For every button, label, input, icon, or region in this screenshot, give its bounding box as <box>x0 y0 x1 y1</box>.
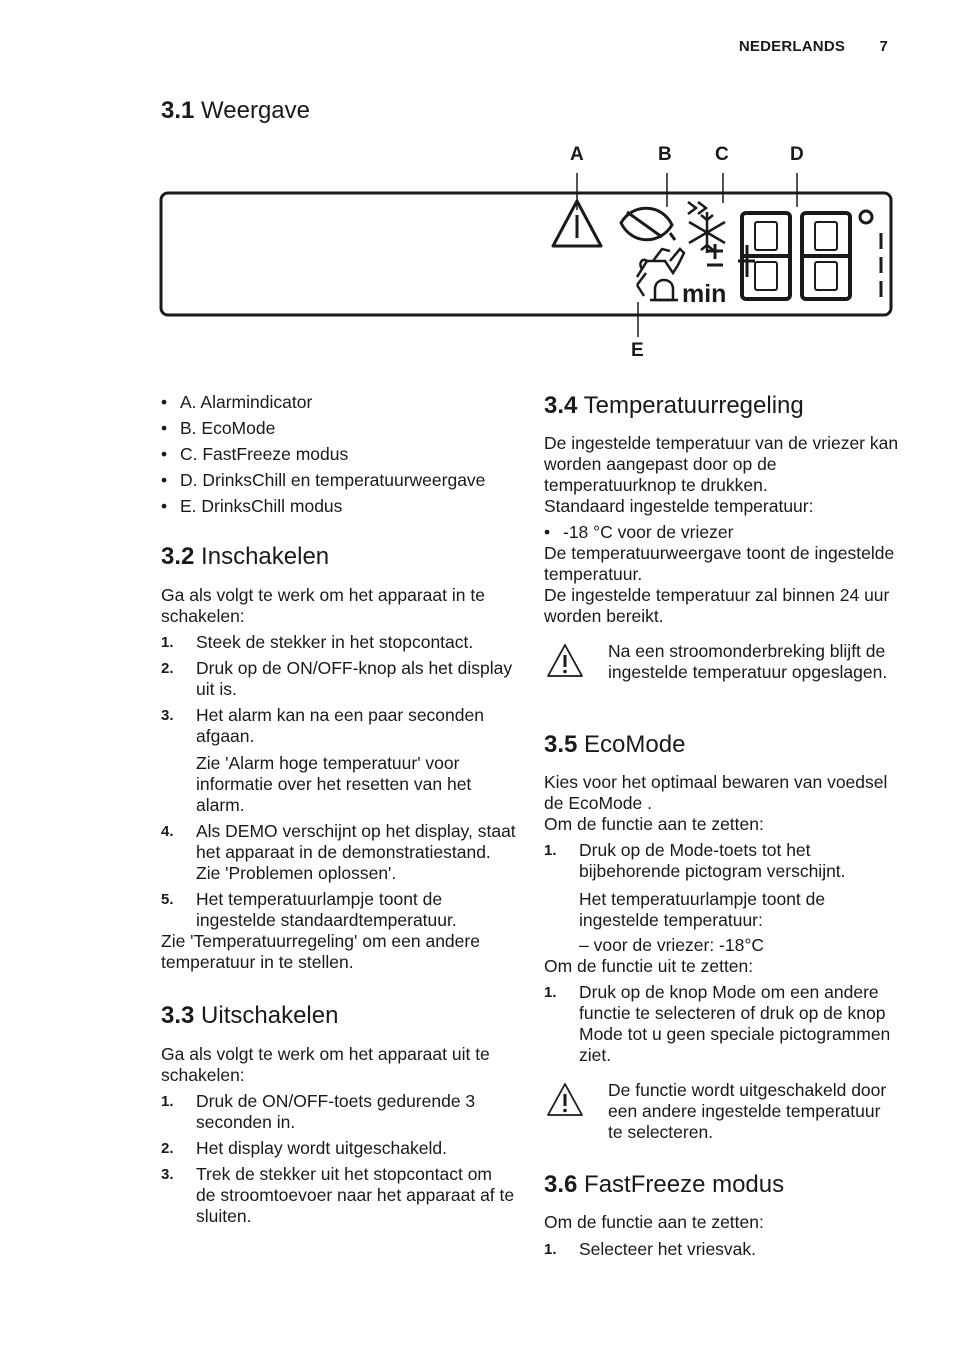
section-title: Uitschakelen <box>201 1002 339 1029</box>
section-number: 3.3 <box>161 1002 195 1029</box>
step-text: Als DEMO verschijnt op het display, staat het apparaat in de demonstratiestand. Zie 'Problemen oplossen'. <box>196 821 516 883</box>
step-number: 4. <box>161 823 174 840</box>
section-title: EcoMode <box>584 731 686 758</box>
list-item: • E. DrinksChill modus <box>161 493 516 519</box>
steps-list <box>161 632 516 747</box>
steps-list <box>161 1091 516 1227</box>
paragraph: Om de functie aan te zetten: <box>544 814 764 834</box>
outro-text: Zie 'Temperatuurregeling' om een andere temperatuur in te stellen. <box>161 931 480 972</box>
section-3-1-heading <box>161 97 310 125</box>
section-title: Temperatuurregeling <box>583 392 804 419</box>
step-item <box>161 821 516 884</box>
header-language: NEDERLANDS <box>738 38 846 55</box>
steps-list <box>544 1239 899 1260</box>
paragraph: De ingestelde temperatuur zal binnen 24 uur worden bereikt. <box>544 585 890 626</box>
list-item: • D. DrinksChill en temperatuurweergave <box>161 467 516 493</box>
eco-leaf-icon <box>621 208 675 240</box>
paragraph: Om de functie uit te zetten: <box>544 956 754 976</box>
step-text: Het display wordt uitgeschakeld. <box>196 1138 447 1158</box>
step-number: 1. <box>161 634 174 651</box>
section-3-3-body <box>161 1044 516 1232</box>
section-title: FastFreeze modus <box>584 1171 785 1198</box>
step-number: 1. <box>544 842 557 859</box>
intro-text: Ga als volgt te werk om het apparaat in te schakelen: <box>161 585 485 626</box>
warning-triangle-icon <box>546 643 584 679</box>
steps-list <box>161 821 516 931</box>
paragraph: De ingestelde temperatuur van de vriezer kan worden aangepast door op de temperatuurknop te drukken. <box>544 433 899 495</box>
step-text: Druk op de Mode-toets tot het bijbehorende pictogram verschijnt. <box>579 840 846 881</box>
section-number: 3.2 <box>161 543 195 570</box>
label-c: C <box>715 144 729 165</box>
step-number: 2. <box>161 1140 174 1157</box>
step-text: Het alarm kan na een paar seconden afgaan. <box>196 705 484 746</box>
label-e: E <box>631 340 644 361</box>
step-note: Zie 'Alarm hoge temperatuur' voor informatie over het resetten van het alarm. <box>196 753 472 815</box>
step-number: 1. <box>161 1093 174 1110</box>
section-number: 3.4 <box>544 392 578 419</box>
section-number: 3.6 <box>544 1171 578 1198</box>
step-item <box>161 632 516 653</box>
step-item <box>161 1164 516 1227</box>
section-3-4-heading <box>544 392 804 420</box>
section-3-2-heading <box>161 543 329 571</box>
step-item <box>161 658 516 700</box>
step-item <box>161 705 516 747</box>
step-text: Selecteer het vriesvak. <box>579 1239 757 1259</box>
step-item <box>544 1239 899 1260</box>
step-item <box>161 1138 516 1159</box>
intro-text: Ga als volgt te werk om het apparaat uit te schakelen: <box>161 1044 490 1085</box>
paragraph: Standaard ingestelde temperatuur: <box>544 496 814 516</box>
section-title: Weergave <box>201 97 310 124</box>
steps-list <box>544 982 899 1066</box>
drinkschill-bottle-icon <box>637 249 684 277</box>
step-number: 5. <box>161 891 174 908</box>
list-item: • A. Alarmindicator <box>161 389 516 415</box>
step-item <box>161 1091 516 1133</box>
step-text: Steek de stekker in het stopcontact. <box>196 632 474 652</box>
warning-note <box>544 1080 899 1143</box>
step-number: 3. <box>161 1166 174 1183</box>
step-number: 1. <box>544 984 557 1001</box>
paragraph: De temperatuurweergave toont de ingestelde temperatuur. <box>544 543 895 584</box>
step-item <box>544 982 899 1066</box>
step-item <box>161 889 516 931</box>
bullet-item <box>544 522 899 543</box>
step-text: Druk de ON/OFF-toets gedurende 3 seconden in. <box>196 1091 476 1132</box>
degree-icon <box>860 211 872 223</box>
display-panel <box>150 165 910 345</box>
temperature-digits <box>742 213 850 299</box>
step-text: Het temperatuurlampje toont de ingestelde standaardtemperatuur. <box>196 889 457 930</box>
section-3-3-heading <box>161 1002 338 1030</box>
step-text: Druk op de ON/OFF-knop als het display uit is. <box>196 658 513 699</box>
list-item: • C. FastFreeze modus <box>161 441 516 467</box>
section-3-6-body <box>544 1212 899 1265</box>
warning-triangle-icon <box>546 1082 584 1118</box>
section-3-4-body <box>544 433 899 683</box>
section-3-6-heading <box>544 1171 784 1199</box>
section-3-2-body <box>161 585 516 973</box>
bullet-dot: • <box>544 522 551 542</box>
section-number: 3.1 <box>161 97 195 124</box>
bullet-text: -18 °C voor de vriezer <box>563 522 734 542</box>
steps-list <box>544 840 899 882</box>
label-b: B <box>658 144 672 165</box>
section-3-5-body <box>544 772 899 1143</box>
dash-item: – voor de vriezer: -18°C <box>579 935 764 955</box>
section-number: 3.5 <box>544 731 578 758</box>
list-item: • B. EcoMode <box>161 415 516 441</box>
fastfreeze-snowflake-icon <box>688 202 725 253</box>
warning-text: Na een stroomonderbreking blijft de ingestelde temperatuur opgeslagen. <box>608 641 888 682</box>
warning-note <box>544 641 899 683</box>
step-note: Het temperatuurlampje toont de ingestelde temperatuur: <box>579 889 826 930</box>
page-header <box>739 38 888 55</box>
step-text: Trek de stekker uit het stopcontact om de stroomtoevoer naar het apparaat af te sluiten. <box>196 1164 515 1226</box>
drinkschill-bell-icon <box>637 273 678 300</box>
step-number: 1. <box>544 1241 557 1258</box>
warning-text: De functie wordt uitgeschakeld door een andere ingestelde temperatuur te selecteren. <box>608 1080 887 1142</box>
page-number: 7 <box>879 38 888 55</box>
min-text: min <box>682 280 727 308</box>
paragraph: Kies voor het optimaal bewaren van voedsel de EcoMode . <box>544 772 888 813</box>
label-a: A <box>570 144 584 165</box>
step-number: 2. <box>161 660 174 677</box>
step-item <box>544 840 899 882</box>
section-title: Inschakelen <box>201 543 330 570</box>
step-text: Druk op de knop Mode om een andere functie te selecteren of druk op de knop Mode tot u geen speciale pictogrammen ziet. <box>579 982 891 1065</box>
label-d: D <box>790 144 804 165</box>
paragraph: Om de functie aan te zetten: <box>544 1212 764 1232</box>
display-legend <box>161 389 516 519</box>
step-number: 3. <box>161 707 174 724</box>
section-3-5-heading <box>544 731 685 759</box>
